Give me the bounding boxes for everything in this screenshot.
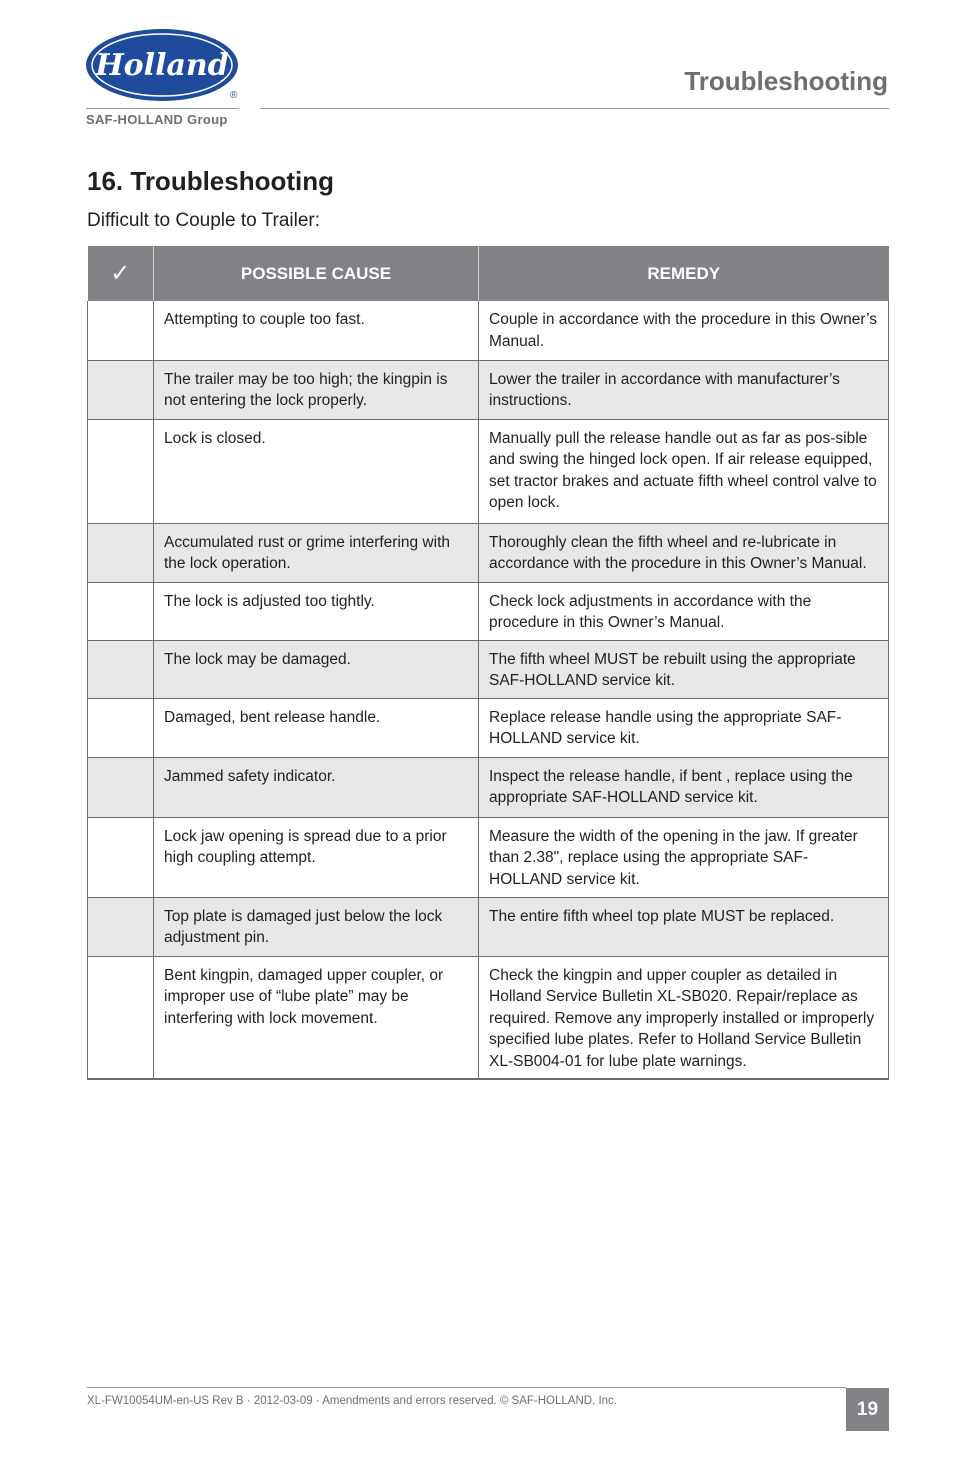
footer-text: XL-FW10054UM-en-US Rev B · 2012-03-09 · Amendments and errors reserved. © SAF-HOLLAND, Inc. bbox=[87, 1395, 618, 1407]
svg-text:®: ® bbox=[230, 90, 238, 101]
cause-cell: Attempting to couple too fast. bbox=[154, 301, 479, 360]
logo-group-label: SAF-HOLLAND Group bbox=[86, 112, 228, 127]
cause-cell: Bent kingpin, damaged upper coupler, or improper use of “lube plate” may be interfering with lock movement. bbox=[154, 956, 479, 1079]
table-header-row bbox=[88, 246, 889, 301]
check-cell[interactable] bbox=[88, 301, 154, 360]
table-row bbox=[88, 757, 889, 817]
remedy-cell: Measure the width of the opening in the jaw. If greater than 2.38", replace using the appropriate SAF-HOLLAND service kit. bbox=[479, 817, 889, 897]
remedy-cell: Thoroughly clean the fifth wheel and re-lubricate in accordance with the procedure in this Owner’s Manual. bbox=[479, 523, 889, 582]
cause-cell: The lock may be damaged. bbox=[154, 640, 479, 698]
cause-cell: The trailer may be too high; the kingpin is not entering the lock properly. bbox=[154, 360, 479, 419]
remedy-cell: The fifth wheel MUST be rebuilt using the appropriate SAF-HOLLAND service kit. bbox=[479, 640, 889, 698]
check-cell[interactable] bbox=[88, 582, 154, 640]
check-cell[interactable] bbox=[88, 698, 154, 757]
check-column-header: ✓ bbox=[88, 246, 154, 301]
footer-rule bbox=[87, 1387, 846, 1388]
remedy-cell: Lower the trailer in accordance with manufacturer’s instructions. bbox=[479, 360, 889, 419]
table-row bbox=[88, 640, 889, 698]
check-cell[interactable] bbox=[88, 523, 154, 582]
check-cell[interactable] bbox=[88, 640, 154, 698]
check-cell[interactable] bbox=[88, 897, 154, 956]
header-rule bbox=[260, 108, 889, 109]
remedy-cell: Inspect the release handle, if bent , replace using the appropriate SAF-HOLLAND service kit. bbox=[479, 757, 889, 817]
page-number: 19 bbox=[846, 1388, 889, 1431]
cause-cell: Accumulated rust or grime interfering with the lock operation. bbox=[154, 523, 479, 582]
remedy-cell: Check lock adjustments in accordance with the procedure in this Owner’s Manual. bbox=[479, 582, 889, 640]
table-row bbox=[88, 897, 889, 956]
cause-cell: Lock jaw opening is spread due to a prior high coupling attempt. bbox=[154, 817, 479, 897]
table-row bbox=[88, 698, 889, 757]
remedy-cell: Manually pull the release handle out as far as pos-sible and swing the hinged lock open. If air release equipped, set tractor brakes and actuate fifth wheel control valve to open lock. bbox=[479, 419, 889, 523]
remedy-column-header: REMEDY bbox=[479, 246, 889, 301]
cause-cell: Jammed safety indicator. bbox=[154, 757, 479, 817]
section-title: 16. Troubleshooting bbox=[87, 166, 335, 196]
check-cell[interactable] bbox=[88, 360, 154, 419]
troubleshooting-table bbox=[87, 246, 889, 1080]
table-row bbox=[88, 582, 889, 640]
holland-logo bbox=[86, 28, 240, 128]
check-cell[interactable] bbox=[88, 419, 154, 523]
table-row bbox=[88, 301, 889, 360]
remedy-cell: Couple in accordance with the procedure in this Owner’s Manual. bbox=[479, 301, 889, 360]
table-row bbox=[88, 956, 889, 1079]
cause-cell: Lock is closed. bbox=[154, 419, 479, 523]
check-cell[interactable] bbox=[88, 956, 154, 1079]
cause-cell: The lock is adjusted too tightly. bbox=[154, 582, 479, 640]
table-row bbox=[88, 419, 889, 523]
logo-rule bbox=[86, 108, 239, 109]
remedy-cell: Check the kingpin and upper coupler as detailed in Holland Service Bulletin XL-SB020. Repair/replace as required. Remove any improperly installed or improperly specified lube plates. Refer to Holland Service Bulletin XL-SB004-01 for lube plate warnings. bbox=[479, 956, 889, 1079]
check-cell[interactable] bbox=[88, 757, 154, 817]
section-subtitle: Difficult to Couple to Trailer: bbox=[87, 210, 321, 231]
check-cell[interactable] bbox=[88, 817, 154, 897]
remedy-cell: Replace release handle using the appropriate SAF-HOLLAND service kit. bbox=[479, 698, 889, 757]
cause-cell: Damaged, bent release handle. bbox=[154, 698, 479, 757]
remedy-cell: The entire fifth wheel top plate MUST be replaced. bbox=[479, 897, 889, 956]
svg-text:Holland: Holland bbox=[95, 48, 229, 83]
cause-column-header: POSSIBLE CAUSE bbox=[154, 246, 479, 301]
table-row bbox=[88, 360, 889, 419]
table-row bbox=[88, 523, 889, 582]
table-row bbox=[88, 817, 889, 897]
header-title: Troubleshooting bbox=[684, 66, 888, 96]
holland-logo-icon bbox=[86, 28, 240, 108]
cause-cell: Top plate is damaged just below the lock adjustment pin. bbox=[154, 897, 479, 956]
